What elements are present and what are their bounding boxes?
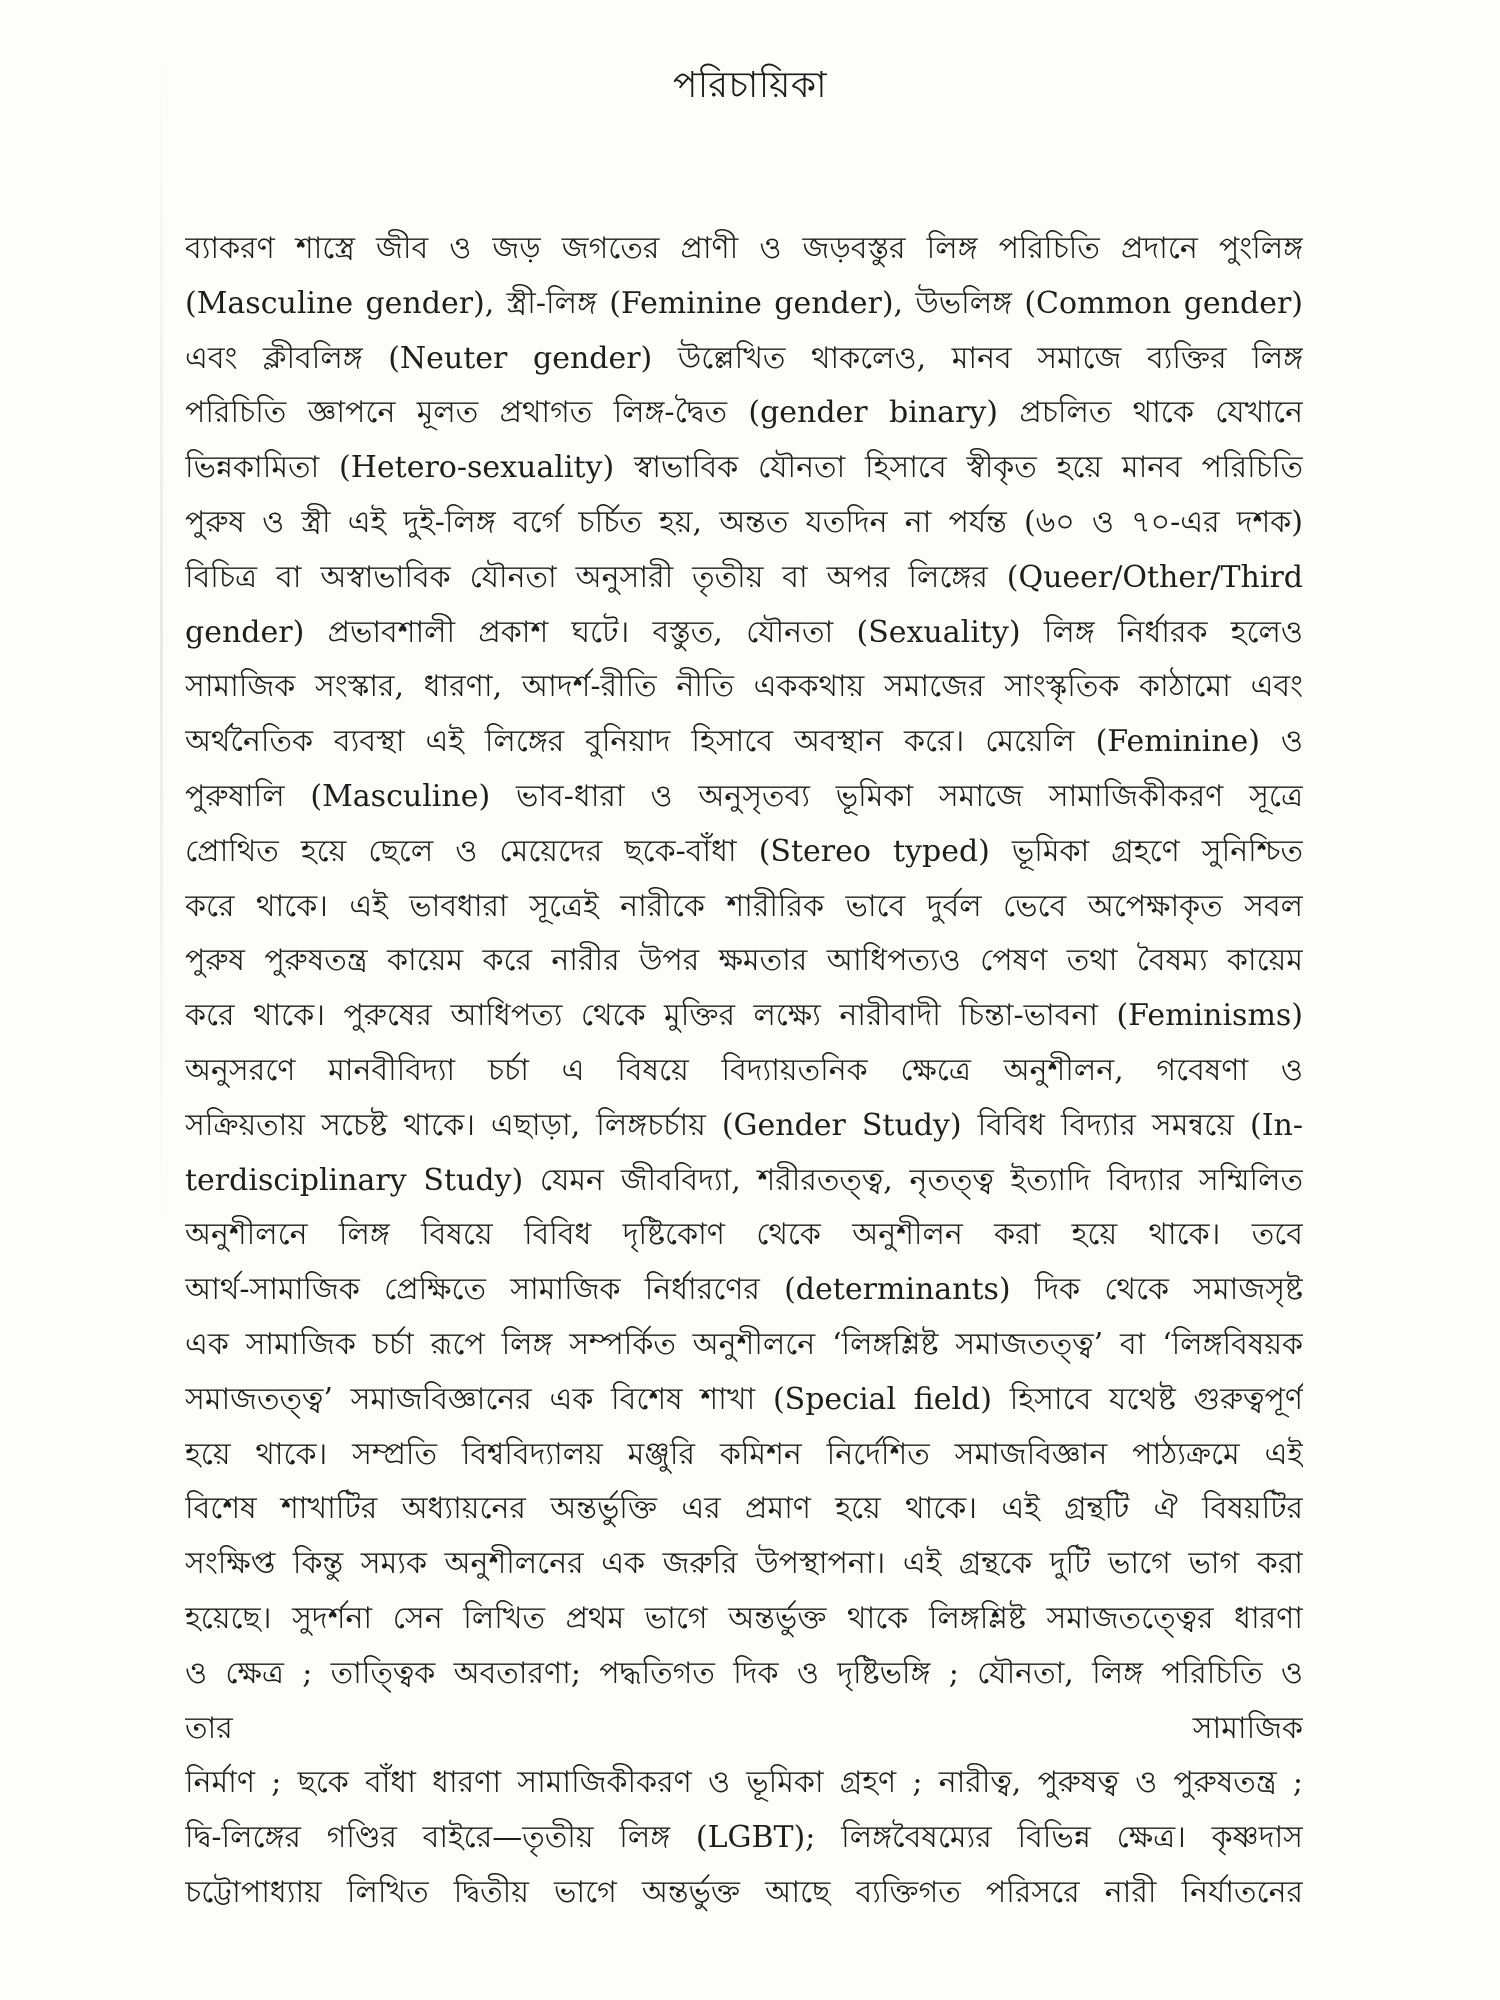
text-line: প্রোথিত হয়ে ছেলে ও মেয়েদের ছকে-বাঁধা (Stereo typed) ভূমিকা গ্রহণে সুনিশ্চিত (185, 833, 1303, 869)
text-line: সামাজিক সংস্কার, ধারণা, আদর্শ-রীতি নীতি এককথায় সমাজের সাংস্কৃতিক কাঠামো এবং (185, 669, 1303, 705)
text-line: ভিন্নকামিতা (Hetero-sexuality) স্বাভাবিক যৌনতা হিসাবে স্বীকৃত হয়ে মানব পরিচিতি (185, 450, 1303, 486)
text-line: (Masculine gender), স্ত্রী-লিঙ্গ (Feminine gender), উভলিঙ্গ (Common gender) (185, 285, 1303, 321)
text-line: অনুশীলনে লিঙ্গ বিষয়ে বিবিধ দৃষ্টিকোণ থেকে অনুশীলন করা হয়ে থাকে। তবে (185, 1217, 1303, 1253)
text-line: বিশেষ শাখাটির অধ্যায়নের অন্তর্ভুক্তি এর প্রমাণ হয়ে থাকে। এই গ্রন্থটি ঐ বিষয়টির (185, 1491, 1303, 1527)
text-line: পরিচিতি জ্ঞাপনে মূলত প্রথাগত লিঙ্গ-দ্বৈত (gender binary) প্রচলিত থাকে যেখানে (185, 395, 1303, 431)
split-text-line (185, 1702, 1303, 1757)
text-line: terdisciplinary Study) যেমন জীববিদ্যা, শরীরতত্ত্ব, নৃতত্ত্ব ইত্যাদি বিদ্যার সম্মিলিত (185, 1162, 1303, 1198)
text-line: নির্মাণ ; ছকে বাঁধা ধারণা সামাজিকীকরণ ও ভূমিকা গ্রহণ ; নারীত্ব, পুরুষত্ব ও পুরুষতন্ত্র ; (185, 1765, 1303, 1801)
text-line: gender) প্রভাবশালী প্রকাশ ঘটে। বস্তুত, যৌনতা (Sexuality) লিঙ্গ নির্ধারক হলেও (185, 614, 1303, 650)
text-line: ও ক্ষেত্র ; তাত্ত্বিক অবতারণা; পদ্ধতিগত দিক ও দৃষ্টিভঙ্গি ; যৌনতা, লিঙ্গ পরিচিতি ও (185, 1655, 1303, 1691)
text-line: ব্যাকরণ শাস্ত্রে জীব ও জড় জগতের প্রাণী ও জড়বস্তুর লিঙ্গ পরিচিতি প্রদানে পুংলিঙ্গ (185, 231, 1303, 266)
text-line: সংক্ষিপ্ত কিন্তু সম্যক অনুশীলনের এক জরুরি উপস্থাপনা। এই গ্রন্থকে দুটি ভাগে ভাগ করা (185, 1546, 1303, 1582)
split-line-right: সামাজিক (1192, 1710, 1303, 1746)
text-line: পুরুষালি (Masculine) ভাব-ধারা ও অনুসৃতব্য ভূমিকা সমাজে সামাজিকীকরণ সূত্রে (185, 778, 1303, 814)
text-line: হয়েছে। সুদর্শনা সেন লিখিত প্রথম ভাগে অন্তর্ভুক্ত থাকে লিঙ্গশ্লিষ্ট সমাজতত্ত্বের ধারণা (185, 1600, 1303, 1636)
text-line: আর্থ-সামাজিক প্রেক্ষিতে সামাজিক নির্ধারণের (determinants) দিক থেকে সমাজসৃষ্ট (185, 1272, 1303, 1308)
text-line: বিচিত্র বা অস্বাভাবিক যৌনতা অনুসারী তৃতীয় বা অপর লিঙ্গের (Queer/Other/Third (185, 559, 1303, 595)
page-title: পরিচায়িকা (672, 65, 828, 106)
text-line: চট্টোপাধ্যায় লিখিত দ্বিতীয় ভাগে অন্তর্ভুক্ত আছে ব্যক্তিগত পরিসরে নারী নির্যাতনের (185, 1874, 1303, 1910)
split-line-left: তার (185, 1710, 233, 1746)
body-paragraph (185, 222, 1303, 1921)
text-line: সক্রিয়তায় সচেষ্ট থাকে। এছাড়া, লিঙ্গচর্চায় (Gender Study) বিবিধ বিদ্যার সমন্বয়ে (In- (185, 1107, 1303, 1143)
text-line: অনুসরণে মানবীবিদ্যা চর্চা এ বিষয়ে বিদ্যায়তনিক ক্ষেত্রে অনুশীলন, গবেষণা ও (185, 1052, 1303, 1088)
text-line: হয়ে থাকে। সম্প্রতি বিশ্ববিদ্যালয় মঞ্জুরি কমিশন নির্দেশিত সমাজবিজ্ঞান পাঠ্যক্রমে এই (185, 1436, 1303, 1472)
text-line: করে থাকে। পুরুষের আধিপত্য থেকে মুক্তির লক্ষ্যে নারীবাদী চিন্তা-ভাবনা (Feminisms) (185, 998, 1303, 1034)
text-line: এক সামাজিক চর্চা রূপে লিঙ্গ সম্পর্কিত অনুশীলনে ‘লিঙ্গশ্লিষ্ট সমাজতত্ত্ব’ বা ‘লিঙ্গবিষয়ক (185, 1326, 1303, 1362)
text-line: দ্বি-লিঙ্গের গণ্ডির বাইরে—তৃতীয় লিঙ্গ (LGBT); লিঙ্গবৈষম্যের বিভিন্ন ক্ষেত্র। কৃষ্ণদাস (185, 1820, 1303, 1856)
text-line: অর্থনৈতিক ব্যবস্থা এই লিঙ্গের বুনিয়াদ হিসাবে অবস্থান করে। মেয়েলি (Feminine) ও (185, 724, 1303, 760)
text-line: সমাজতত্ত্ব’ সমাজবিজ্ঞানের এক বিশেষ শাখা (Special field) হিসাবে যথেষ্ট গুরুত্বপূর্ণ (185, 1381, 1303, 1417)
text-line: পুরুষ পুরুষতন্ত্র কায়েম করে নারীর উপর ক্ষমতার আধিপত্যও পেষণ তথা বৈষম্য কায়েম (185, 943, 1303, 979)
text-line: এবং ক্লীবলিঙ্গ (Neuter gender) উল্লেখিত থাকলেও, মানব সমাজে ব্যক্তির লিঙ্গ (185, 340, 1303, 376)
text-line: করে থাকে। এই ভাবধারা সূত্রেই নারীকে শারীরিক ভাবে দুর্বল ভেবে অপেক্ষাকৃত সবল (185, 888, 1303, 924)
page-gutter-shadow (160, 50, 163, 1230)
text-line: পুরুষ ও স্ত্রী এই দুই-লিঙ্গ বর্গে চর্চিত হয়, অন্তত যতদিন না পর্যন্ত (৬০ ও ৭০-এর দশক) (185, 504, 1303, 540)
